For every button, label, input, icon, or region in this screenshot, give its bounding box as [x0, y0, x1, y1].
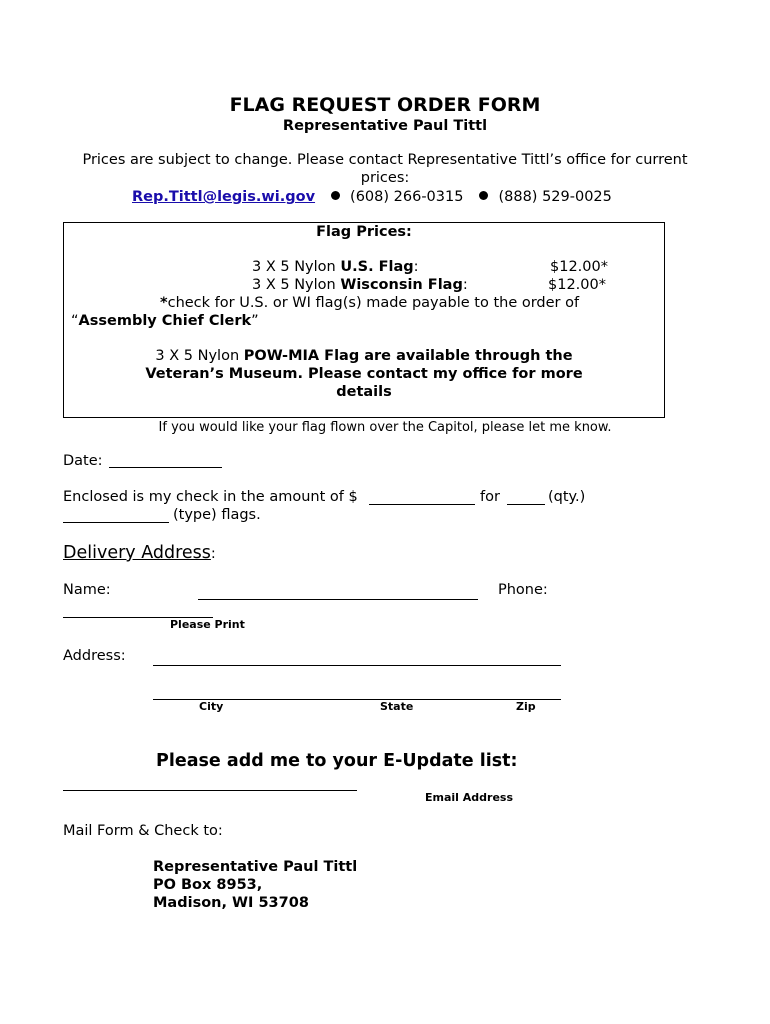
mail-address-city: Madison, WI 53708 [153, 895, 309, 911]
price-item-prefix: 3 X 5 Nylon [252, 277, 341, 293]
check-note [160, 295, 579, 311]
name-field[interactable] [198, 599, 478, 600]
delivery-heading [63, 543, 216, 563]
price-item-suffix: : [462, 277, 468, 293]
phone-local: (608) 266-0315 [350, 189, 464, 205]
mail-address-pobox: PO Box 8953, [153, 877, 263, 893]
name-label: Name: [63, 582, 111, 598]
powmia-line3: details [336, 384, 392, 400]
price-item-name: U.S. Flag [340, 259, 414, 275]
flag-prices-heading: Flag Prices: [316, 224, 412, 240]
eupdate-heading [156, 751, 518, 771]
price-row-us [252, 259, 419, 275]
payee [71, 313, 259, 329]
powmia-prefix: 3 X 5 Nylon [155, 348, 244, 364]
zip-hint: Zip [516, 700, 536, 713]
type-label: (type) flags. [173, 507, 261, 523]
contact-line [132, 189, 612, 205]
qty-field[interactable] [507, 504, 545, 505]
enclosed-label: Enclosed is my check in the amount of $ [63, 489, 358, 505]
eupdate-heading-text: Please add me to your E-Update list [156, 751, 511, 771]
powmia-line1 [63, 348, 665, 364]
price-item-prefix: 3 X 5 Nylon [252, 259, 341, 275]
price-row-wi [252, 277, 468, 293]
bullet-icon [331, 191, 340, 200]
payee-name: Assembly Chief Clerk [78, 313, 252, 329]
price-notice: Prices are subject to change. Please contact Representative Tittl’s office for current [82, 152, 688, 168]
email-address-hint: Email Address [425, 791, 514, 804]
eupdate-colon: : [510, 751, 518, 771]
type-field[interactable] [63, 522, 169, 523]
payee-quote-close: ” [251, 313, 259, 329]
city-hint: City [199, 700, 224, 713]
for-label: for [480, 489, 500, 505]
price-notice-cont: prices: [360, 170, 410, 186]
phone-tollfree: (888) 529-0025 [498, 189, 612, 205]
street-field[interactable] [153, 665, 561, 666]
please-print-hint: Please Print [170, 618, 245, 631]
date-field[interactable] [109, 467, 222, 468]
form-title: FLAG REQUEST ORDER FORM [229, 94, 541, 116]
phone-label: Phone: [498, 582, 548, 598]
price-item-suffix: : [413, 259, 419, 275]
price-wi: $12.00* [548, 277, 606, 293]
bullet-icon [479, 191, 488, 200]
powmia-text: POW-MIA Flag are available through the [243, 348, 573, 364]
form-subtitle: Representative Paul Tittl [282, 118, 488, 134]
qty-label: (qty.) [548, 489, 586, 505]
check-note-text: check for U.S. or WI flag(s) made payable to the order of [167, 295, 580, 311]
email-field[interactable] [63, 790, 357, 791]
email-link[interactable]: Rep.Tittl@legis.wi.gov [132, 189, 316, 205]
address-label: Address: [63, 648, 126, 664]
mail-address-name: Representative Paul Tittl [153, 859, 358, 875]
state-hint: State [380, 700, 414, 713]
mail-to-label: Mail Form & Check to: [63, 823, 223, 839]
price-item-name: Wisconsin Flag [340, 277, 463, 293]
powmia-line2: Veteran’s Museum. Please contact my office for more [145, 366, 583, 382]
date-label: Date: [63, 453, 103, 469]
delivery-colon: : [210, 546, 216, 562]
price-us: $12.00* [550, 259, 608, 275]
payee-quote-open: “ [71, 313, 79, 329]
check-star: * [160, 295, 168, 311]
capitol-note: If you would like your flag flown over the Capitol, please let me know. [158, 420, 612, 435]
amount-field[interactable] [369, 504, 475, 505]
delivery-heading-text: Delivery Address [63, 543, 211, 563]
